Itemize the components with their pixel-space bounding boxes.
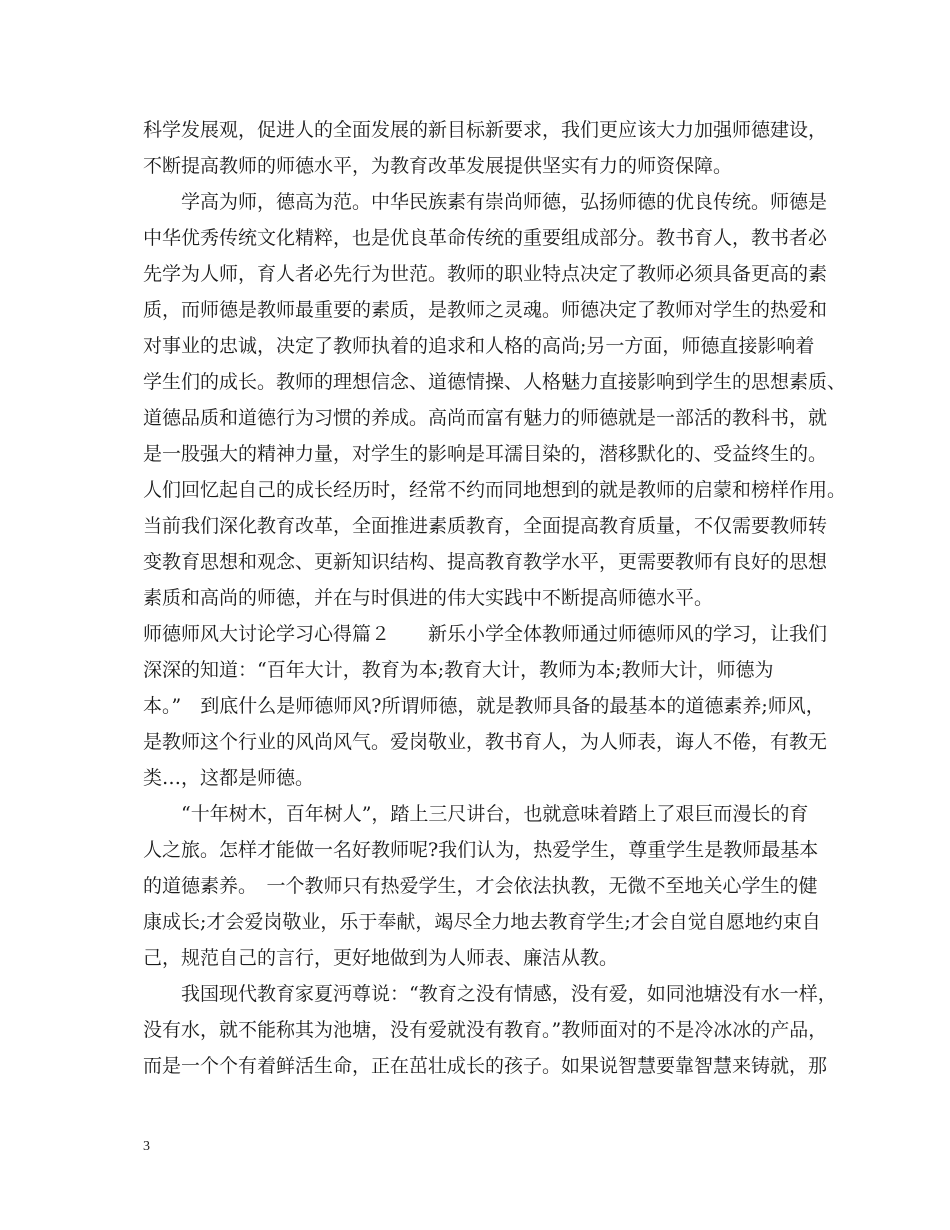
text-line: 没有水，就不能称其为池塘，没有爱就没有教育。”教师面对的不是冷冰冰的产品， (143, 1019, 828, 1041)
text-line: 而是一个个有着鲜活生命，正在茁壮成长的孩子。如果说智慧要靠智慧来铸就，那 (143, 1055, 828, 1077)
text-line: 类…，这都是师德。 (143, 767, 315, 789)
text-line: 对事业的忠诚，决定了教师执着的追求和人格的高尚;另一方面，师德直接影响着 (143, 335, 815, 357)
text-line: 人们回忆起自己的成长经历时，经常不约而同地想到的就是教师的启蒙和榜样作用。 (143, 479, 847, 501)
text-line: 深深的知道：“百年大计，教育为本;教育大计，教师为本;教师大计，师德为 (143, 659, 774, 681)
text-line: 学高为师，德高为范。中华民族素有崇尚师德，弘扬师德的优良传统。师德是 (143, 191, 828, 213)
text-line: 当前我们深化教育改革，全面推进素质教育，全面提高教育质量，不仅需要教师转 (143, 515, 828, 537)
text-line: 己，规范自己的言行，更好地做到为人师表、廉洁从教。 (143, 947, 619, 969)
text-line: 不断提高教师的师德水平，为教育改革发展提供坚实有力的师资保障。 (143, 155, 733, 177)
text-line: 我国现代教育家夏沔尊说：“教育之没有情感，没有爱，如同池塘没有水一样， (143, 983, 837, 1005)
text-line: 是一股强大的精神力量，对学生的影响是耳濡目染的，潜移默化的、受益终生的。 (143, 443, 828, 465)
text-line: 中华优秀传统文化精粹，也是优良革命传统的重要组成部分。教书育人，教书者必 (143, 227, 828, 249)
text-line: 本。” 到底什么是师德师风?所谓师德，就是教师具备的最基本的道德素养;师风， (143, 695, 825, 717)
text-line: 变教育思想和观念、更新知识结构、提高教育教学水平，更需要教师有良好的思想 (143, 551, 828, 573)
text-line: 道德品质和道德行为习惯的养成。高尚而富有魅力的师德就是一部活的教科书，就 (143, 407, 828, 429)
text-line: 康成长;才会爱岗敬业，乐于奉献，竭尽全力地去教育学生;才会自觉自愿地约束自 (143, 911, 821, 933)
text-line: 科学发展观，促进人的全面发展的新目标新要求，我们更应该大力加强师德建设， (143, 119, 828, 141)
text-line: “十年树木，百年树人”，踏上三尺讲台，也就意味着踏上了艰巨而漫长的育 (143, 803, 809, 825)
section-heading-line: 师德师风大讨论学习心得篇２ 新乐小学全体教师通过师德师风的学习，让我们 (143, 623, 828, 645)
text-line: 质，而师德是教师最重要的素质，是教师之灵魂。师德决定了教师对学生的热爱和 (143, 299, 828, 321)
text-line: 学生们的成长。教师的理想信念、道德情操、人格魅力直接影响到学生的思想素质、 (143, 371, 847, 393)
text-line: 是教师这个行业的风尚风气。爱岗敬业，教书育人，为人师表，诲人不倦，有教无 (143, 731, 828, 753)
text-line: 先学为人师，育人者必先行为世范。教师的职业特点决定了教师必须具备更高的素 (143, 263, 828, 285)
text-line: 素质和高尚的师德，并在与时俱进的伟大实践中不断提高师德水平。 (143, 587, 714, 609)
text-line: 人之旅。怎样才能做一名好教师呢?我们认为，热爱学生，尊重学生是教师最基本 (143, 839, 819, 861)
page-number: 3 (143, 1139, 150, 1154)
text-line: 的道德素养。 一个教师只有热爱学生，才会依法执教，无微不至地关心学生的健 (143, 875, 818, 897)
